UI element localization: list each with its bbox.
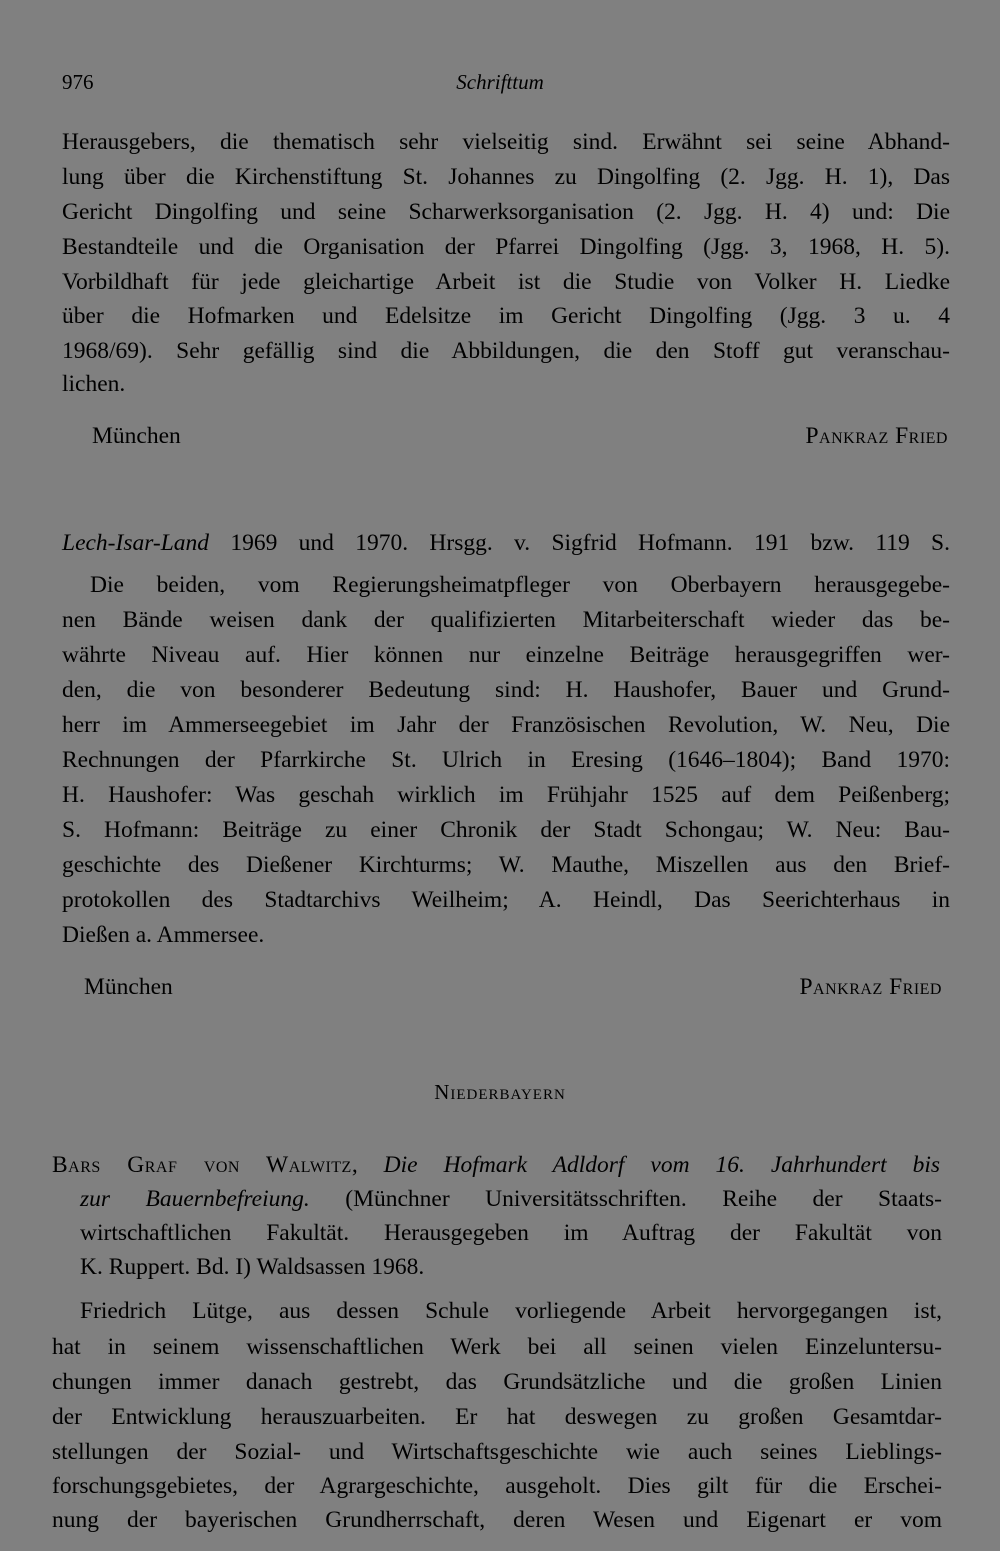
review-3-line: chungen immer danach gestrebt, das Grundsätzliche und die großen Linien: [52, 1369, 942, 1395]
review-2-line: währte Niveau auf. Hier können nur einzelne Beiträge herausgegriffen wer-: [62, 642, 950, 668]
review-3-line: nung der bayerischen Grundherrschaft, deren Wesen und Eigenart er vom: [52, 1507, 942, 1533]
review-1-line: Bestandteile und die Organisation der Pfarrei Dingolfing (Jgg. 3, 1968, H. 5).: [62, 234, 950, 260]
page-header: [62, 70, 938, 102]
review-3-line: der Entwicklung herauszuarbeiten. Er hat deswegen zu großen Gesamtdar-: [52, 1404, 942, 1430]
review-2-line: Dießen a. Ammersee.: [62, 922, 265, 948]
review-2-line: nen Bände weisen dank der qualifizierten Mitarbeiterschaft wieder das be-: [62, 607, 950, 633]
review-3-line: Friedrich Lütge, aus dessen Schule vorliegende Arbeit hervorgegangen ist,: [80, 1298, 942, 1324]
review-3-book-title-cont: zur Bauernbefreiung.: [80, 1186, 310, 1212]
review-2-line: S. Hofmann: Beiträge zu einer Chronik der Stadt Schongau; W. Neu: Bau-: [62, 817, 950, 843]
review-3-line: forschungsgebietes, der Agrargeschichte, ausgeholt. Dies gilt für die Erschei-: [52, 1473, 942, 1499]
review-3-line: stellungen der Sozial- und Wirtschaftsgeschichte wie auch seines Lieblings-: [52, 1439, 942, 1465]
review-2-author: Pankraz Fried: [799, 974, 942, 1000]
review-1-author: Pankraz Fried: [805, 423, 948, 449]
review-3-heading-line: [80, 1183, 942, 1215]
review-1-place: München: [92, 423, 181, 449]
review-2-line: Rechnungen der Pfarrkirche St. Ulrich in Eresing (1646–1804); Band 1970:: [62, 747, 950, 773]
review-3-line: hat in seinem wissenschaftlichen Werk bei all seinen vielen Einzeluntersu-: [52, 1334, 942, 1360]
review-1-line: 1968/69). Sehr gefällig sind die Abbildungen, die den Stoff gut veranschau-: [62, 338, 950, 364]
review-2-place: München: [84, 974, 173, 1000]
review-3-heading-line: wirtschaftlichen Fakultät. Herausgegeben im Auftrag der Fakultät von: [80, 1220, 942, 1246]
page-number: 976: [62, 70, 94, 94]
review-2-bibliographic-info: 1969 und 1970. Hrsgg. v. Sigfrid Hofmann. 191 bzw. 119 S.: [209, 530, 950, 556]
review-2-line: herr im Ammerseegebiet im Jahr der Französischen Revolution, W. Neu, Die: [62, 712, 950, 738]
review-2-heading: [62, 527, 950, 559]
review-3-heading-line: K. Ruppert. Bd. I) Waldsassen 1968.: [80, 1254, 425, 1280]
review-1-line: Vorbildhaft für jede gleichartige Arbeit ist die Studie von Volker H. Liedke: [62, 269, 950, 295]
review-2-line: H. Haushofer: Was geschah wirklich im Frühjahr 1525 auf dem Peißenberg;: [62, 782, 950, 808]
review-1-line: lung über die Kirchenstiftung St. Johannes zu Dingolfing (2. Jgg. H. 1), Das: [62, 164, 950, 190]
review-2-line: Die beiden, vom Regierungsheimatpfleger von Oberbayern herausgegebe-: [90, 572, 950, 598]
review-1-line: Herausgebers, die thematisch sehr vielseitig sind. Erwähnt sei seine Abhand-: [62, 129, 950, 155]
review-1-line: lichen.: [62, 371, 126, 397]
review-2-line: den, die von besonderer Bedeutung sind: H. Haushofer, Bauer und Grund-: [62, 677, 950, 703]
section-heading: Niederbayern: [434, 1080, 566, 1104]
review-2-line: protokollen des Stadtarchivs Weilheim; A. Heindl, Das Seerichterhaus in: [62, 887, 950, 913]
review-2-line: geschichte des Dießener Kirchturms; W. Mauthe, Miszellen aus den Brief-: [62, 852, 950, 878]
review-3-heading-line: [52, 1149, 940, 1181]
review-3-book-title: Die Hofmark Adldorf vom 16. Jahrhundert bis: [383, 1152, 941, 1178]
running-title: Schrifttum: [456, 70, 544, 94]
review-3-series: (Münchner Universitätsschriften. Reihe der Staats-: [309, 1186, 942, 1212]
review-1-line: über die Hofmarken und Edelsitze im Gericht Dingolfing (Jgg. 3 u. 4: [62, 303, 950, 329]
review-3-separator: ,: [351, 1152, 384, 1178]
review-1-line: Gericht Dingolfing und seine Scharwerksorganisation (2. Jgg. H. 4) und: Die: [62, 199, 950, 225]
review-3-author: Bars Graf von Walwitz: [52, 1152, 352, 1178]
review-2-journal-title: Lech-Isar-Land: [62, 530, 210, 556]
